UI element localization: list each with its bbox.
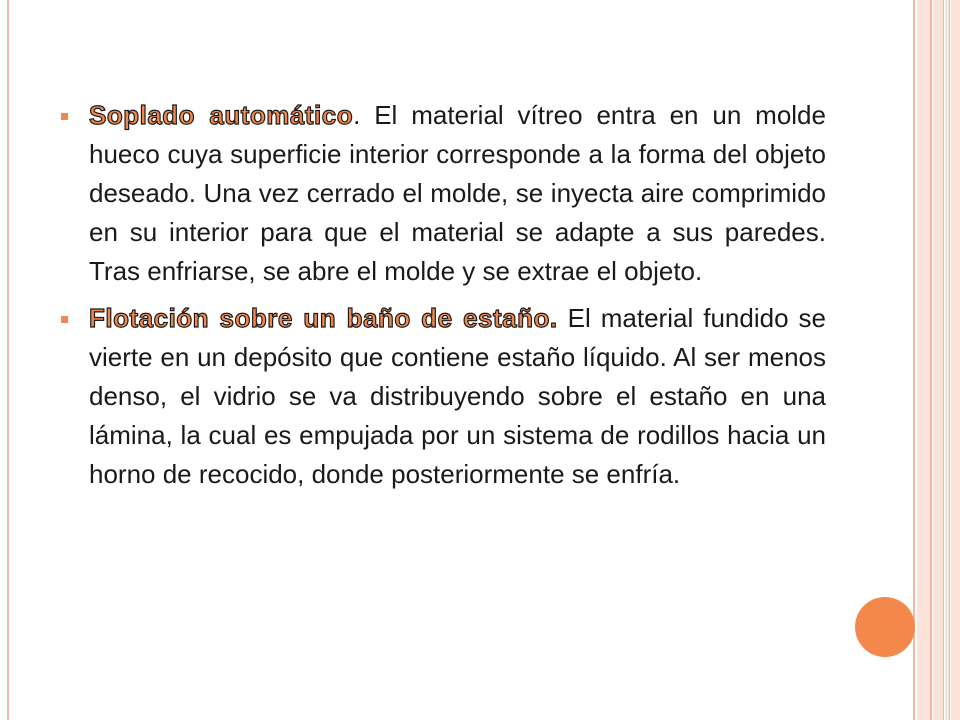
bullet-heading: Flotación sobre un baño de estaño. <box>89 303 558 333</box>
square-bullet-icon <box>61 113 68 120</box>
bullet-text: El material vítreo entra en un molde hueco cuya superficie interior corresponde a la forma del objeto deseado. Una vez cerrado el molde, se inyecta aire comprimido en su interior para que el material se adapte a sus paredes. Tras enfriarse, se abre el molde y se extrae el objeto. <box>89 100 826 286</box>
slide-content <box>58 96 826 502</box>
square-bullet-icon <box>61 316 68 323</box>
decorative-stripe <box>951 0 960 720</box>
decorative-stripe <box>933 0 944 720</box>
bullet-heading-punctuation: . <box>353 100 361 130</box>
bullet-item-soplado <box>58 96 826 291</box>
bullet-item-flotacion <box>58 299 826 494</box>
decorative-stripe <box>945 0 950 720</box>
decorative-stripe <box>917 0 931 720</box>
decorative-circle <box>855 597 915 657</box>
bullet-heading: Soplado automático <box>89 100 354 130</box>
decorative-stripe <box>931 0 932 720</box>
bullet-text: El material fundido se vierte en un depósito que contiene estaño líquido. Al ser menos denso, el vidrio se va distribuyendo sobre el estaño en una lámina, la cual es empujada por un sistema de rodillos hacia un horno de recocido, donde posteriormente se enfría. <box>89 303 826 489</box>
